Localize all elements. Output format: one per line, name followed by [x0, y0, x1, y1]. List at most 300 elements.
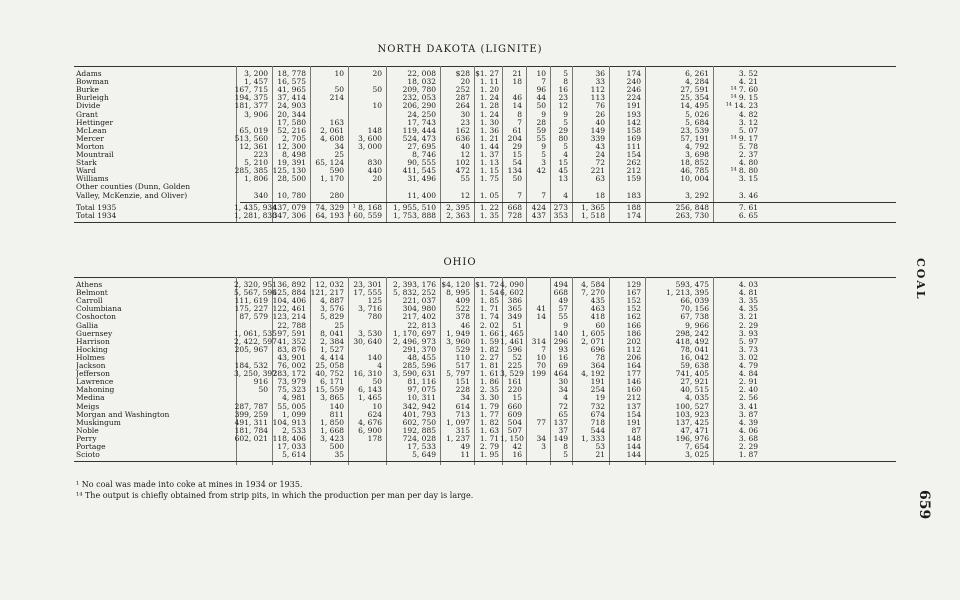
table-cell: 1. 66 [479, 328, 499, 338]
table-cell: 3, 025 [685, 450, 709, 460]
table-cell: 119, 444 [402, 125, 436, 135]
table-cell: 19, 391 [277, 158, 306, 168]
table-cell: 144 [626, 442, 641, 451]
table-cell: 154 [626, 409, 641, 419]
table-cell: 22, 813 [407, 320, 436, 330]
table-cell: 96 [536, 85, 546, 95]
table-cell: 17, 033 [277, 442, 306, 451]
table-cell: 5 [563, 69, 568, 78]
table-cell: 23 [460, 117, 470, 127]
table-cell: 5, 567, 596 [234, 288, 277, 298]
table-cell: 205, 967 [234, 344, 268, 354]
table-cell: 18 [512, 77, 522, 87]
table-cell: 174 [626, 69, 641, 78]
table-cell: 50 [334, 85, 344, 95]
table-cell: 37, 414 [277, 93, 306, 103]
table-cell: 1. 13 [479, 158, 499, 168]
table-cell: 149 [553, 433, 568, 443]
table-cell: 1. 59 [479, 336, 499, 346]
table-cell: 3, 698 [685, 150, 709, 159]
table-cell: ¹ 8, 168 [352, 202, 382, 212]
table-cell: 50 [372, 85, 382, 95]
table-cell: 314 [531, 336, 546, 346]
table-cell: 296 [553, 336, 568, 346]
table-cell: 4, 792 [685, 141, 709, 151]
table-cell: 1. 24 [479, 109, 499, 119]
table-cell: 164 [626, 361, 641, 370]
table-cell: 28, 500 [277, 174, 306, 184]
table-cell: 25, 354 [680, 93, 709, 103]
table-cell: 315 [455, 425, 470, 435]
table-cell: 386 [507, 296, 522, 306]
table-cell: 111 [626, 141, 641, 151]
table-cell: 16 [558, 352, 568, 362]
county-name: Perry [76, 434, 97, 443]
county-name: Total 1935 [76, 203, 117, 212]
table-cell: 34 [558, 385, 568, 395]
table-cell: 3, 530 [358, 328, 382, 338]
table-cell: 12 [460, 150, 470, 159]
section-title: OHIO [443, 257, 477, 268]
table-cell: 15 [558, 158, 568, 168]
table-cell: 5, 026 [685, 109, 709, 119]
table-cell: 298, 242 [675, 328, 709, 338]
table-cell: 34 [334, 141, 344, 151]
table-cell: 1. 20 [479, 85, 499, 95]
table-cell: 1. 28 [479, 101, 499, 111]
table-cell: 2. 02 [479, 320, 499, 330]
table-cell: 5. 97 [738, 336, 758, 346]
county-name: Holmes [76, 353, 105, 362]
table-cell: 1. 22 [479, 202, 499, 212]
table-cell: 77 [536, 417, 546, 427]
county-name: Guernsey [76, 329, 113, 338]
table-cell: 87 [631, 425, 641, 435]
table-cell: 167 [626, 288, 641, 298]
table-cell: 2, 496, 973 [393, 336, 436, 346]
table-cell: 464 [553, 369, 568, 379]
table-cell: 4 [563, 393, 568, 403]
table-cell: 674 [590, 409, 605, 419]
table-cell: 140 [367, 352, 382, 362]
table-cell: 1, 170 [320, 174, 344, 184]
table-cell: 152 [626, 296, 641, 306]
county-name: Williams [76, 175, 109, 184]
table-cell: 5 [563, 117, 568, 127]
table-cell: 12, 300 [277, 141, 306, 151]
table-cell: 3. 21 [738, 312, 758, 322]
table-cell: 17, 555 [353, 288, 382, 298]
table-cell: 8, 498 [282, 150, 306, 159]
table-cell: 5 [563, 450, 568, 460]
table-row [0, 192, 960, 200]
table-cell: 2. 79 [479, 442, 499, 451]
table-cell: 353 [553, 210, 568, 220]
table-cell: 30, 640 [353, 336, 382, 346]
table-cell: ¹⁴ 14. 23 [725, 101, 758, 111]
table-cell: 22, 788 [277, 320, 306, 330]
table-cell: 1, 097 [446, 417, 470, 427]
table-cell: 192, 885 [402, 425, 436, 435]
table-cell: 70 [536, 361, 546, 370]
table-cell: 49 [460, 442, 470, 451]
table-cell: 67, 738 [680, 312, 709, 322]
table-cell: 102 [455, 158, 470, 168]
table-cell: 4, 414 [320, 352, 344, 362]
table-cell: 206 [626, 352, 641, 362]
table-cell: 339 [590, 133, 605, 143]
table-cell: 140 [329, 401, 344, 411]
table-cell: 3, 600 [358, 133, 382, 143]
table-cell: 181, 377 [234, 101, 268, 111]
table-cell: 64, 193 [315, 210, 344, 220]
table-cell: 72 [558, 401, 568, 411]
table-cell: 53 [595, 442, 605, 451]
table-cell: 110 [455, 352, 470, 362]
county-name: Burleigh [76, 94, 109, 103]
table-cell: 4, 608 [320, 133, 344, 143]
table-cell: 162 [626, 312, 641, 322]
table-cell: 3, 590, 631 [393, 369, 436, 379]
county-name: McLean [76, 126, 107, 135]
table-cell: 14, 495 [680, 101, 709, 111]
county-name: Noble [76, 426, 99, 435]
table-cell: 1. 24 [479, 93, 499, 103]
table-cell: 65, 124 [315, 158, 344, 168]
table-top-rule [74, 277, 896, 278]
table-cell: 3, 716 [358, 304, 382, 314]
table-cell: 10, 311 [407, 393, 436, 403]
table-cell: 24, 250 [407, 109, 436, 119]
table-cell: 27, 921 [680, 377, 709, 387]
table-cell: 1. 44 [479, 141, 499, 151]
table-cell: 283, 172 [272, 369, 306, 379]
table-cell: 20 [460, 77, 470, 87]
table-cell: 144 [626, 450, 641, 460]
table-cell: 614 [455, 401, 470, 411]
table-cell: 78, 041 [680, 344, 709, 354]
table-cell: ¹ 60, 559 [348, 210, 383, 220]
table-cell: 291, 370 [402, 344, 436, 354]
table-cell: 2, 320, 951 [234, 280, 277, 289]
table-cell: 2, 395 [446, 202, 470, 212]
table-cell: 104, 913 [272, 417, 306, 427]
table-cell: 9 [563, 320, 568, 330]
table-cell: 524, 473 [402, 133, 436, 143]
table-cell: 13 [558, 174, 568, 184]
county-name: Mahoning [76, 386, 115, 395]
county-name: Morton [76, 142, 105, 151]
table-cell: 409 [455, 296, 470, 306]
table-cell: 5, 649 [412, 450, 436, 460]
table-cell: 340 [253, 190, 268, 200]
table-cell: 25 [334, 150, 344, 159]
table-cell: 624 [367, 409, 382, 419]
table-cell: 4, 887 [320, 296, 344, 306]
table-cell: 1. 15 [479, 166, 499, 176]
table-cell: 16 [558, 85, 568, 95]
table-cell: 52, 216 [277, 125, 306, 135]
table-cell: 10, 780 [277, 190, 306, 200]
table-cell: 166 [626, 320, 641, 330]
table-cell: 74, 329 [315, 202, 344, 212]
table-cell: 2, 705 [282, 133, 306, 143]
county-name: Hocking [76, 345, 108, 354]
table-cell: 112 [626, 344, 641, 354]
table-cell: 54 [512, 158, 522, 168]
table-cell: 41, 965 [277, 85, 306, 95]
table-cell: 7 [541, 344, 546, 354]
table-cell: 20, 344 [277, 109, 306, 119]
table-cell: 51 [512, 320, 522, 330]
table-cell: ¹⁴ 8. 80 [730, 166, 758, 176]
table-cell: 204 [507, 133, 522, 143]
table-cell: 93 [558, 344, 568, 354]
table-cell: 2. 91 [738, 377, 758, 387]
table-cell: 590 [329, 166, 344, 176]
table-cell: 97, 591 [277, 328, 306, 338]
table-cell: 830 [367, 158, 382, 168]
table-cell: 191 [626, 417, 641, 427]
table-cell: 440 [367, 166, 382, 176]
table-cell: 3, 529 [500, 369, 524, 379]
table-cell: 1. 75 [479, 174, 499, 184]
table-cell: 73, 979 [277, 377, 306, 387]
table-cell: 1. 74 [479, 312, 499, 322]
table-cell: 517 [455, 361, 470, 370]
table-cell: 72 [595, 158, 605, 168]
table-cell: 78 [595, 352, 605, 362]
table-cell: 1. 61 [479, 369, 499, 379]
county-name: Portage [76, 443, 106, 451]
table-cell: 24 [595, 150, 605, 159]
table-cell: 2, 393, 176 [393, 280, 436, 289]
table-cell: 17, 580 [277, 117, 306, 127]
table-cell: 17, 533 [407, 442, 436, 451]
table-cell: 4. 39 [738, 417, 758, 427]
table-cell: 60 [595, 320, 605, 330]
table-cell: 159 [626, 174, 641, 184]
footnote-1: ¹ No coal was made into coke at mines in 1934 or 1935. [76, 480, 303, 489]
county-name: Bowman [76, 78, 109, 87]
table-cell: 184, 532 [234, 361, 268, 370]
table-cell: 12, 032 [315, 280, 344, 289]
table-cell: 1, 465 [500, 328, 524, 338]
table-cell: 273 [553, 202, 568, 212]
table-cell: 221 [590, 166, 605, 176]
table-cell: 23, 301 [353, 280, 382, 289]
table-cell: 3, 200 [244, 69, 268, 78]
table-cell: 30 [558, 377, 568, 387]
table-cell: 10 [372, 101, 382, 111]
table-cell: 27, 695 [407, 141, 436, 151]
table-cell: 3. 93 [738, 328, 758, 338]
table-cell: 1, 170, 697 [393, 328, 436, 338]
table-cell: 9 [541, 141, 546, 151]
table-row [0, 175, 960, 183]
table-cell: 3. 68 [738, 433, 758, 443]
table-cell: 45 [558, 166, 568, 176]
table-cell: 50 [512, 174, 522, 184]
table-cell: 36, 892 [277, 280, 306, 289]
table-cell: 2, 071 [581, 336, 605, 346]
table-cell: 1. 11 [479, 77, 499, 87]
table-cell: 221, 037 [402, 296, 436, 306]
table-cell: 3. 12 [738, 117, 758, 127]
table-cell: 2. 35 [479, 385, 499, 395]
table-cell: 4. 84 [738, 369, 758, 379]
table-cell: 5, 614 [282, 450, 306, 460]
table-cell: 4. 03 [738, 280, 758, 289]
table-cell: 1. 71 [479, 433, 499, 443]
table-cell: 21 [512, 69, 522, 78]
table-cell: 122, 461 [272, 304, 306, 314]
table-cell: 29 [558, 125, 568, 135]
table-cell: 113 [590, 93, 605, 103]
table-cell: 3. 87 [738, 409, 758, 419]
table-cell: 4 [377, 361, 382, 370]
table-cell: 16 [512, 450, 522, 460]
table-cell: 19 [595, 393, 605, 403]
table-cell: 5. 78 [738, 141, 758, 151]
table-cell: 3, 960 [446, 336, 470, 346]
table-cell: 3, 292 [685, 190, 709, 200]
table-cell: 8 [563, 77, 568, 87]
table-cell: 513, 560 [234, 133, 268, 143]
table-cell: 1. 54 [479, 288, 499, 298]
table-cell: 2. 37 [738, 150, 758, 159]
table-cell: 55 [460, 174, 470, 184]
table-cell: 154 [626, 150, 641, 159]
county-name: Scioto [76, 451, 100, 460]
table-cell: 252 [455, 85, 470, 95]
table-cell: 609 [507, 409, 522, 419]
table-cell: 741, 405 [675, 369, 709, 379]
table-cell: 593, 475 [675, 280, 709, 289]
table-cell: 30 [460, 109, 470, 119]
table-cell: 15 [512, 393, 522, 403]
table-cell: 148 [626, 433, 641, 443]
table-cell: 1, 806 [244, 174, 268, 184]
table-cell: 20 [372, 69, 382, 78]
table-cell: 424 [531, 202, 546, 212]
county-name: Medina [76, 394, 105, 403]
table-cell: 3, 250, 397 [234, 369, 277, 379]
table-cell: 8, 041 [320, 328, 344, 338]
table-cell: 161 [507, 377, 522, 387]
table-cell: 50 [536, 101, 546, 111]
county-name: Gallia [76, 321, 99, 330]
table-cell: 1, 527 [320, 344, 344, 354]
table-cell: 399, 259 [234, 409, 268, 419]
total-row [0, 212, 960, 220]
table-cell: 10, 004 [680, 174, 709, 184]
table-cell: 378 [455, 312, 470, 322]
table-cell: 1, 150 [500, 433, 524, 443]
table-cell: 146 [626, 377, 641, 387]
table-cell: 83, 876 [277, 344, 306, 354]
table-cell: 80 [558, 133, 568, 143]
table-cell: 3. 15 [738, 174, 758, 184]
table-cell: 342, 942 [402, 401, 436, 411]
table-cell: 42 [536, 166, 546, 176]
table-cell: 5, 829 [320, 312, 344, 322]
table-cell: 254 [590, 385, 605, 395]
table-cell: 418 [590, 312, 605, 322]
table-cell: 602, 750 [402, 417, 436, 427]
table-cell: 1. 87 [738, 450, 758, 460]
table-cell: 55 [558, 312, 568, 322]
table-cell: 65, 019 [239, 125, 268, 135]
table-cell: 1. 37 [479, 150, 499, 159]
section-title: NORTH DAKOTA (LIGNITE) [377, 44, 543, 55]
table-cell: 111, 619 [234, 296, 268, 306]
table-cell: 232, 053 [402, 93, 436, 103]
table-cell: 1, 955, 510 [393, 202, 436, 212]
table-cell: 3. 35 [738, 296, 758, 306]
table-cell: 151 [455, 377, 470, 387]
table-cell: 188 [626, 202, 641, 212]
table-cell: 1, 753, 888 [393, 210, 436, 220]
table-cell: 1, 099 [282, 409, 306, 419]
table-cell: 11 [460, 450, 470, 460]
table-cell: 1. 30 [479, 117, 499, 127]
table-cell: 224 [626, 93, 641, 103]
table-cell: 280 [329, 190, 344, 200]
table-cell: 17, 743 [407, 117, 436, 127]
table-cell: 636 [455, 133, 470, 143]
table-cell: 544 [590, 425, 605, 435]
table-cell: 811 [329, 409, 344, 419]
table-cell: 1. 63 [479, 425, 499, 435]
table-cell: 162 [455, 125, 470, 135]
table-cell: 347, 306 [272, 210, 306, 220]
table-cell: 2, 533 [282, 425, 306, 435]
table-cell: 12, 361 [239, 141, 268, 151]
table-cell: 163 [329, 117, 344, 127]
table-cell: 668 [553, 288, 568, 298]
table-cell: 34 [536, 433, 546, 443]
table-cell: 55 [536, 133, 546, 143]
table-cell: 2. 29 [738, 320, 758, 330]
table-cell: 24, 903 [277, 101, 306, 111]
table-bottom-rule [74, 222, 896, 223]
table-cell: 103, 923 [675, 409, 709, 419]
table-cell: 6, 900 [358, 425, 382, 435]
table-cell: 18, 852 [680, 158, 709, 168]
table-cell: 21 [595, 450, 605, 460]
table-cell: 206, 290 [402, 101, 436, 111]
table-cell: 1, 213, 395 [666, 288, 709, 298]
table-cell: 1, 518 [581, 210, 605, 220]
table-cell: 728 [507, 210, 522, 220]
table-cell: 8, 995 [446, 288, 470, 298]
table-cell: 4. 35 [738, 304, 758, 314]
table-cell: 31, 496 [407, 174, 436, 184]
table-cell: 718 [590, 417, 605, 427]
table-cell: 713 [455, 409, 470, 419]
table-cell: 4, 584 [581, 280, 605, 289]
table-cell: 401, 793 [402, 409, 436, 419]
table-cell: 2. 27 [479, 352, 499, 362]
county-name: Meigs [76, 402, 100, 411]
table-cell: 463 [590, 304, 605, 314]
table-cell: 50 [258, 385, 268, 395]
table-cell: 15, 559 [315, 385, 344, 395]
table-cell: 4 [563, 150, 568, 159]
table-cell: 36 [595, 69, 605, 78]
table-cell: 57, 191 [680, 133, 709, 143]
